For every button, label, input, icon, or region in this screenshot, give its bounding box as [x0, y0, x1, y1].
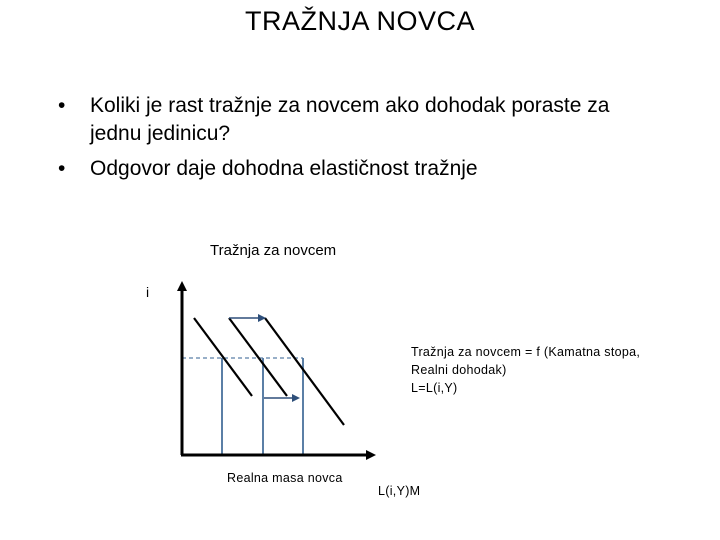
diagram-title: Tražnja za novcem: [210, 242, 337, 259]
demand-curve-3: [265, 318, 344, 425]
y-axis-label: i: [146, 284, 150, 300]
demand-curve-2: [229, 318, 287, 396]
demand-function-note: [411, 343, 681, 397]
slide-title: TRAŽNJA NOVCA: [244, 6, 476, 36]
bullet-icon: •: [58, 94, 66, 117]
note-line: L=L(i,Y): [411, 381, 458, 395]
bullet-icon: •: [58, 157, 66, 180]
bullet-text: Odgovor daje dohodna elastičnost tražnje: [90, 157, 478, 180]
note-line: Realni dohodak): [411, 363, 507, 377]
x-axis-label: L(i,Y)M: [378, 484, 421, 498]
bullet-text: Koliki je rast tražnje za novcem ako dohodak poraste za jednu jedinicu?: [90, 94, 610, 145]
x-label: Realna masa novca: [227, 471, 343, 485]
note-line: Tražnja za novcem = f (Kamatna stopa,: [411, 345, 641, 359]
